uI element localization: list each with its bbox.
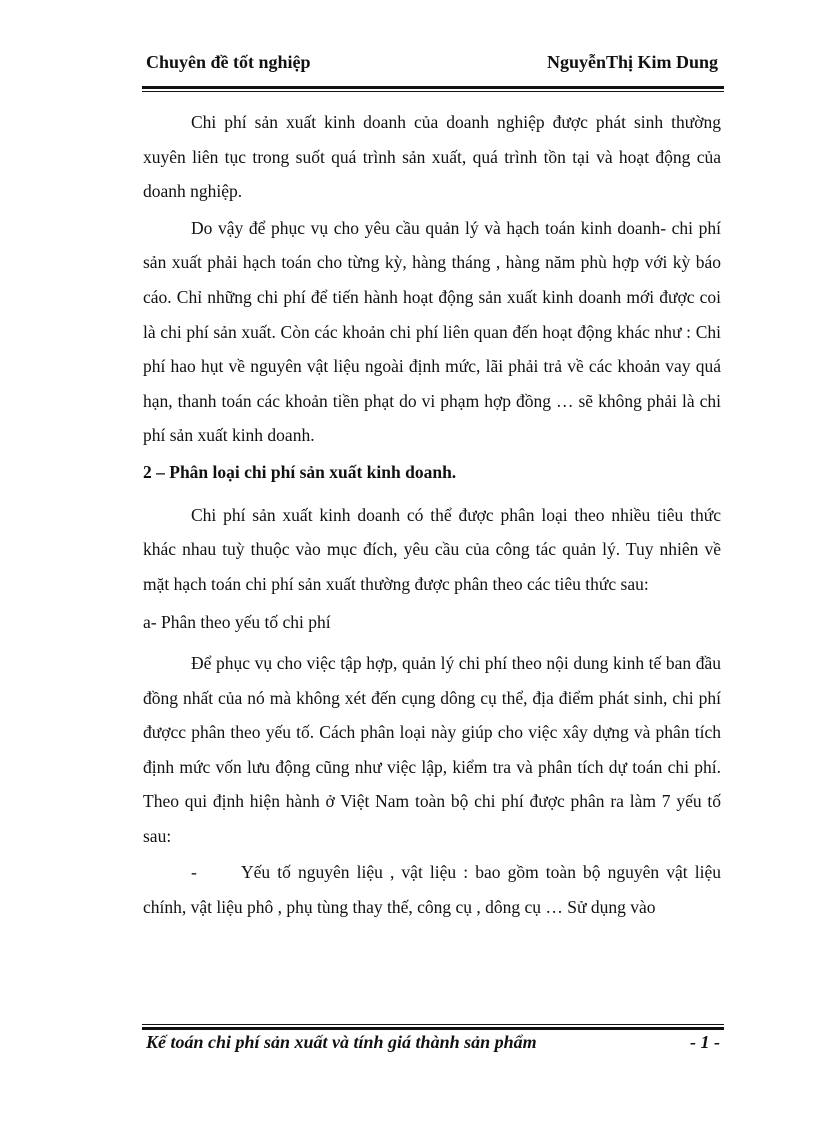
- footer-rule-thin: [142, 1024, 724, 1025]
- footer-title: Kế toán chi phí sản xuất và tính giá thành sản phẩm: [146, 1032, 537, 1052]
- paragraph-4: Để phục vụ cho việc tập hợp, quản lý chi phí theo nội dung kinh tế ban đầu đồng nhất của nó mà không xét đến cụng dông cụ thể, địa điểm phát sinh, chi phí đượcc phân theo yếu tố. Cách phân loại này giúp cho việc xây dựng và phân tích định mức vốn lưu động cũng như việc lập, kiểm tra và phân tích dự toán chi phí. Theo qui định hiện hành ở Việt Nam toàn bộ chi phí được phân ra làm 7 yếu tố sau:: [143, 652, 721, 846]
- header-rule-thick: [142, 86, 724, 89]
- header-rule-thin: [142, 91, 724, 92]
- page-number: - 1 -: [690, 1032, 720, 1052]
- page-footer: [142, 1030, 724, 1060]
- bullet-dash: -: [191, 862, 197, 883]
- paragraph-1: Chi phí sản xuất kinh doanh của doanh nghiệp được phát sinh thường xuyên liên tục trong suốt quá trình sản xuất, quá trình tồn tại và hoạt động của doanh nghiệp.: [143, 112, 721, 202]
- paragraph-3: Chi phí sản xuất kinh doanh có thể được phân loại theo nhiều tiêu thức khác nhau tuỳ thuộc vào mục đích, yêu cầu của công tác quản lý. Tuy nhiên về mặt hạch toán chi phí sản xuất thường được phân theo các tiêu thức sau:: [143, 504, 721, 594]
- bullet-text-1: Yếu tố nguyên liệu , vật liệu : bao gồm toàn bộ nguyên vật liệu chính, vật liệu phô , phụ tùng thay thế, công cụ , dông cụ … Sử dụng vào: [143, 862, 721, 918]
- page-header: [142, 50, 722, 80]
- paragraph-2: Do vậy để phục vụ cho yêu cầu quản lý và hạch toán kinh doanh- chi phí sản xuất phải hạch toán cho từng kỳ, hàng tháng , hàng năm phù hợp với kỳ báo cáo. Chỉ những chi phí để tiến hành hoạt động sản xuất kinh doanh mới được coi là chi phí sản xuất. Còn các khoản chi phí liên quan đến hoạt động khác như : Chi phí hao hụt về nguyên vật liệu ngoài định mức, lãi phải trả về các khoản vay quá hạn, thanh toán các khoản tiền phạt do vi phạm hợp đồng … sẽ không phải là chi phí sản xuất kinh doanh.: [143, 217, 721, 446]
- header-title: Chuyên đề tốt nghiệp: [146, 52, 311, 72]
- page-body: [143, 105, 721, 927]
- header-author: NguyễnThị Kim Dung: [546, 52, 718, 72]
- subheading-a: a- Phân theo yếu tố chi phí: [143, 612, 331, 633]
- bullet-item-1: [143, 855, 721, 924]
- section-heading-2: 2 – Phân loại chi phí sản xuất kinh doanh.: [143, 461, 457, 482]
